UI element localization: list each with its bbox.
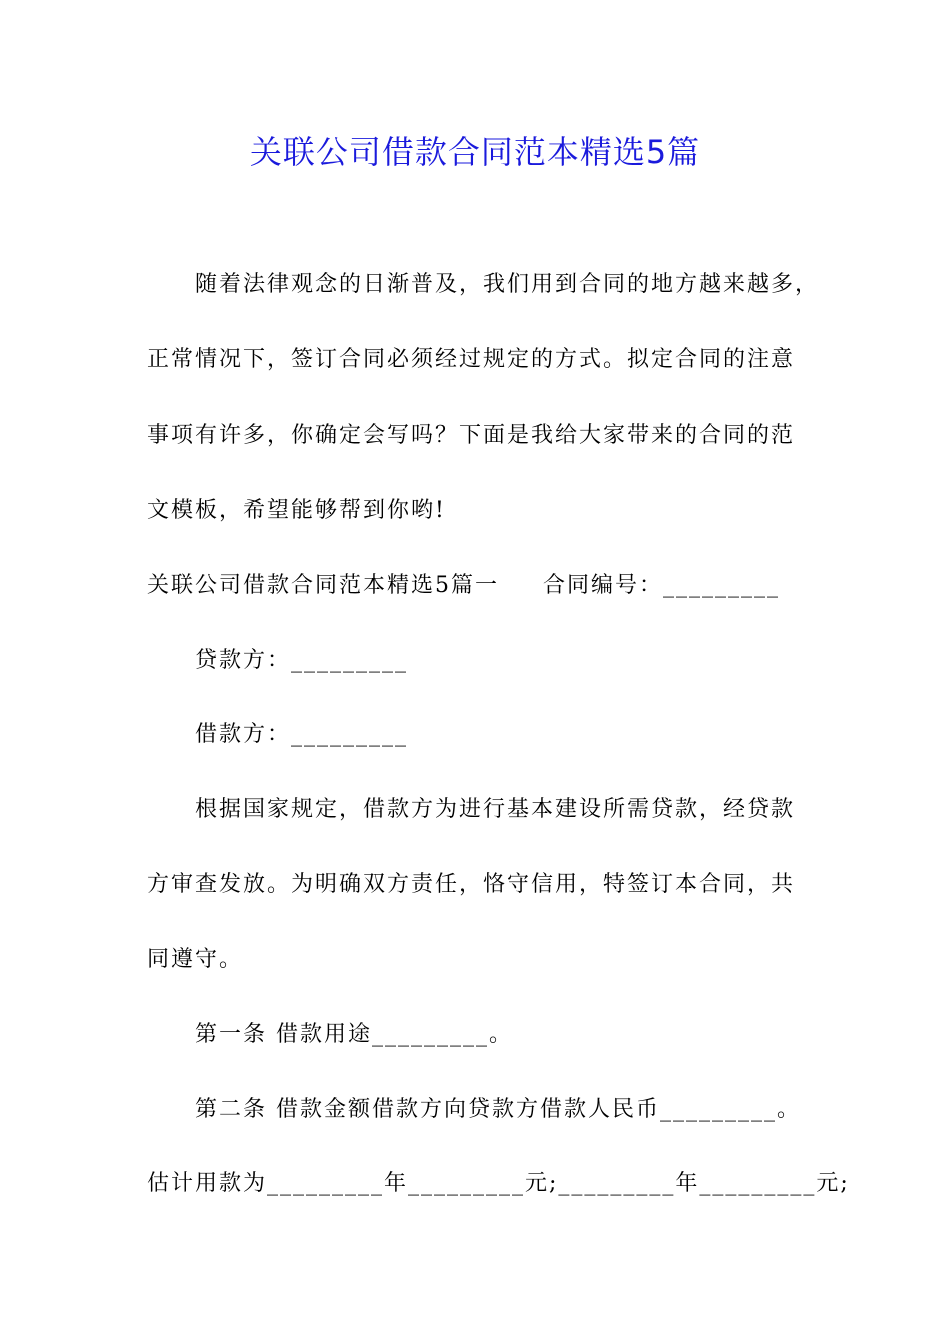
- section-heading: 关联公司借款合同范本精选5篇一: [147, 573, 499, 598]
- intro-line-1: 随着法律观念的日渐普及，我们用到合同的地方越来越多，: [195, 272, 820, 297]
- lender-line: 贷款方：_________: [195, 648, 409, 673]
- intro-line-3: 事项有许多，你确定会写吗？下面是我给大家带来的合同的范: [147, 423, 796, 448]
- borrower-line: 借款方：_________: [195, 722, 409, 747]
- preamble-line-3: 同遵守。: [147, 947, 244, 972]
- section-heading-line: [147, 571, 780, 601]
- article-2: 第二条 借款金额借款方向贷款方借款人民币_________。: [195, 1097, 801, 1122]
- preamble-line-1: 根据国家规定，借款方为进行基本建设所需贷款，经贷款: [195, 797, 796, 822]
- article-1: 第一条 借款用途_________。: [195, 1022, 513, 1047]
- document-title: 关联公司借款合同范本精选5篇: [249, 133, 701, 171]
- intro-line-4: 文模板，希望能够帮到你哟!: [147, 498, 446, 523]
- contract-number: 合同编号：_________: [543, 573, 781, 598]
- article-2-continuation: 估计用款为_________年_________元;_________年_________元;: [147, 1171, 850, 1196]
- preamble-line-2: 方审查发放。为明确双方责任，恪守信用，特签订本合同，共: [147, 872, 796, 897]
- intro-line-2: 正常情况下，签订合同必须经过规定的方式。拟定合同的注意: [147, 347, 796, 372]
